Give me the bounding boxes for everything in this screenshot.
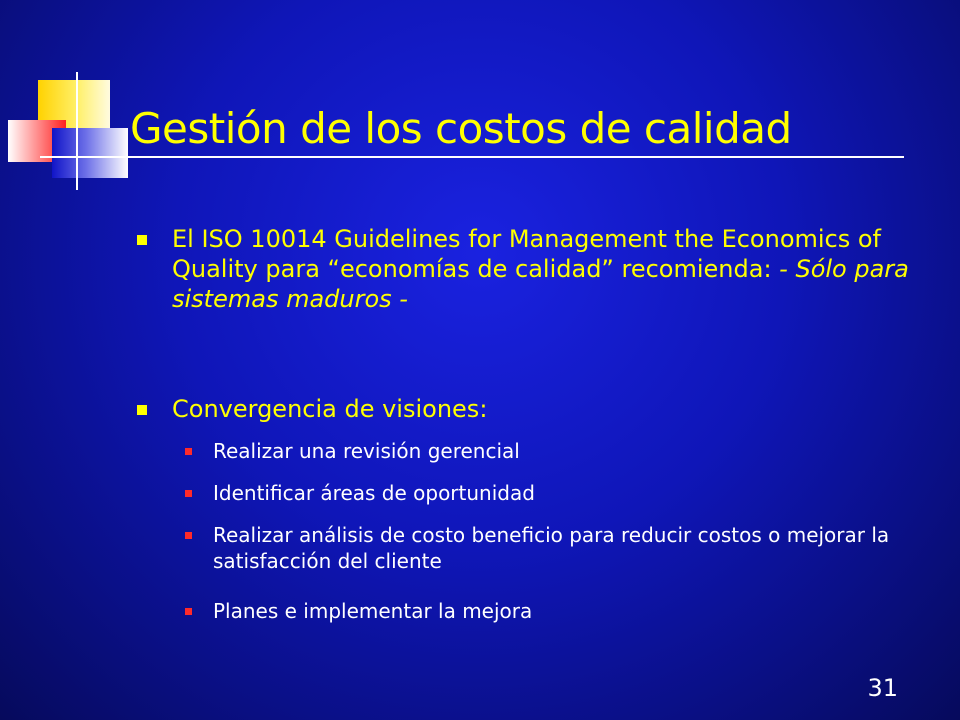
sub-bullet-analisis [213,522,923,574]
sub-bullet-oportunidad [213,480,923,506]
bullet-emphasis: - Sólo para sistemas maduros - [172,255,909,313]
page-number: 31 [867,674,898,702]
sub-bullet-text: Realizar una revisión gerencial [213,439,520,463]
sub-bullet-square-icon [185,532,192,539]
slide-title: Gestión de los costos de calidad [130,104,792,153]
bullet-text: El ISO 10014 Guidelines for Management the Economics of Quality para “economías de calidad” recomienda: [172,225,882,283]
bullet-square-icon [137,405,147,415]
sub-bullet-text: Identificar áreas de oportunidad [213,481,535,505]
sub-bullet-text: Planes e implementar la mejora [213,599,533,623]
bullet-iso-10014 [172,224,912,314]
title-underline [40,156,904,158]
sub-bullet-mejora [213,598,923,624]
sub-bullet-square-icon [185,448,192,455]
sub-bullet-text: Realizar análisis de costo beneficio para reducir costos o mejorar la satisfacción del cliente [213,523,890,573]
sub-bullet-square-icon [185,490,192,497]
bullet-convergencia [172,394,912,424]
sub-bullet-revision [213,438,923,464]
decorative-blue-square [52,128,128,178]
bullet-square-icon [137,235,147,245]
decorative-vertical-line [76,72,78,190]
bullet-text: Convergencia de visiones: [172,395,488,423]
sub-bullet-square-icon [185,608,192,615]
